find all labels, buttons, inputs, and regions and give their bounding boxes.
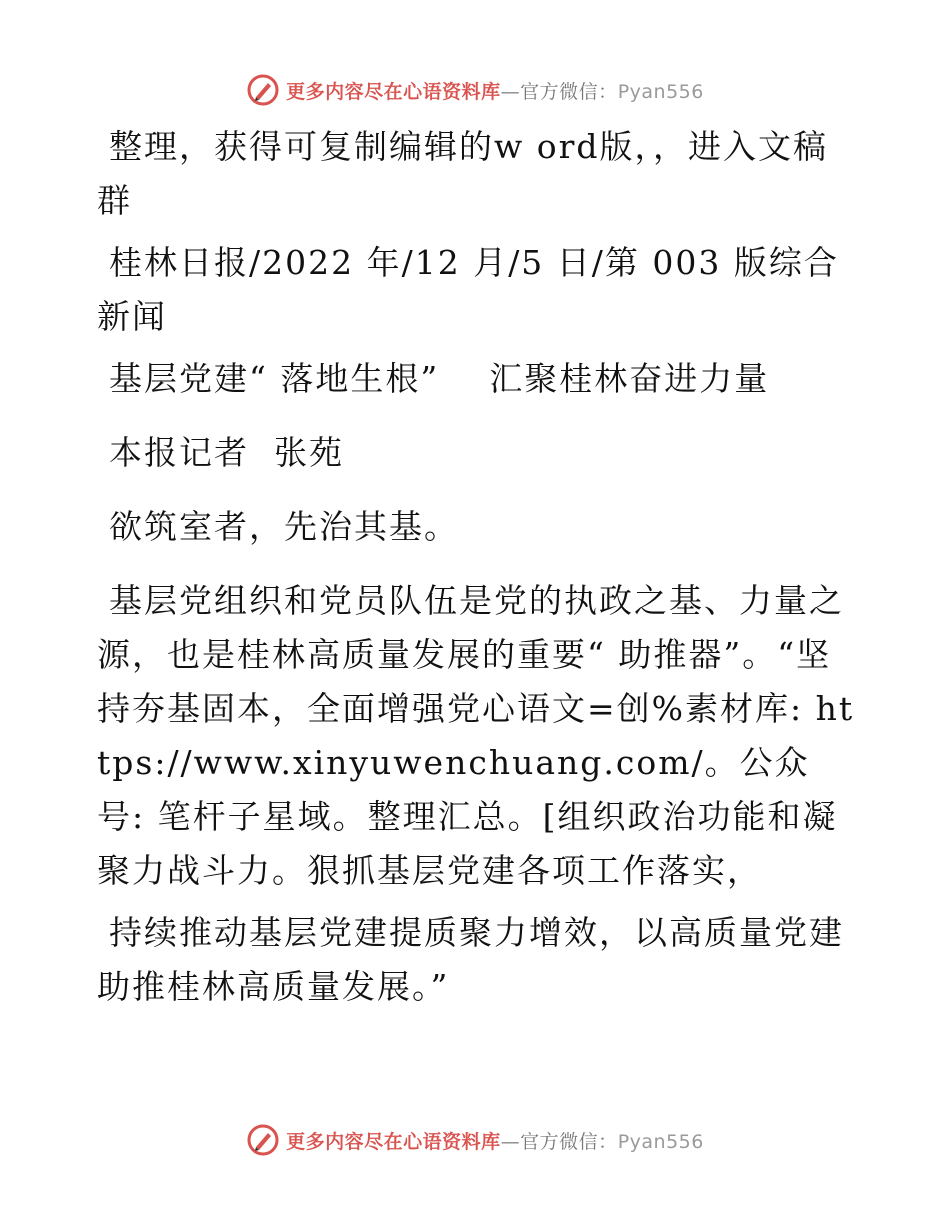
watermark-wechat-label: 官方微信： xyxy=(520,1130,618,1153)
watermark-account: Pyan556 xyxy=(617,1130,704,1153)
paragraph-body-1: 基层党组织和党员队伍是党的执政之基、力量之源，也是桂林高质量发展的重要“ 助推器”。“坚持夯基固本，全面增强党心语文=创%素材库: https://www.xinyuwenchuang.com/。公众号: 笔杆子星域。整理汇总。[组织政治功能和凝聚力战斗力。狠抓基层党建各项工作落实， xyxy=(97,581,855,890)
watermark-dash: — xyxy=(500,1130,521,1153)
footer-watermark-banner xyxy=(0,1120,950,1160)
watermark-dash: — xyxy=(500,80,521,103)
paragraph-lead: 欲筑室者，先治其基。 xyxy=(109,507,459,546)
paragraph-intro: 整理，获得可复制编辑的w ord版，，进入文稿群 xyxy=(97,127,829,220)
watermark-text xyxy=(286,77,704,104)
watermark-wechat-label: 官方微信： xyxy=(520,80,618,103)
article-byline: 本报记者 张苑 xyxy=(109,433,344,472)
watermark-account: Pyan556 xyxy=(617,80,704,103)
article-headline: 基层党建“ 落地生根” 汇聚桂林奋进力量 xyxy=(109,359,770,398)
header-watermark-banner xyxy=(0,70,950,110)
watermark-text xyxy=(286,1127,704,1154)
pen-circle-logo-icon xyxy=(246,73,280,107)
paragraph-body-2: 持续推动基层党建提质聚力增效，以高质量党建助推桂林高质量发展。” xyxy=(97,913,844,1006)
document-body xyxy=(97,120,857,1034)
watermark-main: 更多内容尽在心语资料库 xyxy=(286,80,501,103)
paragraph-source: 桂林日报/2022 年/12 月/5 日/第 003 版综合新闻 xyxy=(97,243,839,336)
watermark-main: 更多内容尽在心语资料库 xyxy=(286,1130,501,1153)
pen-circle-logo-icon xyxy=(246,1123,280,1157)
